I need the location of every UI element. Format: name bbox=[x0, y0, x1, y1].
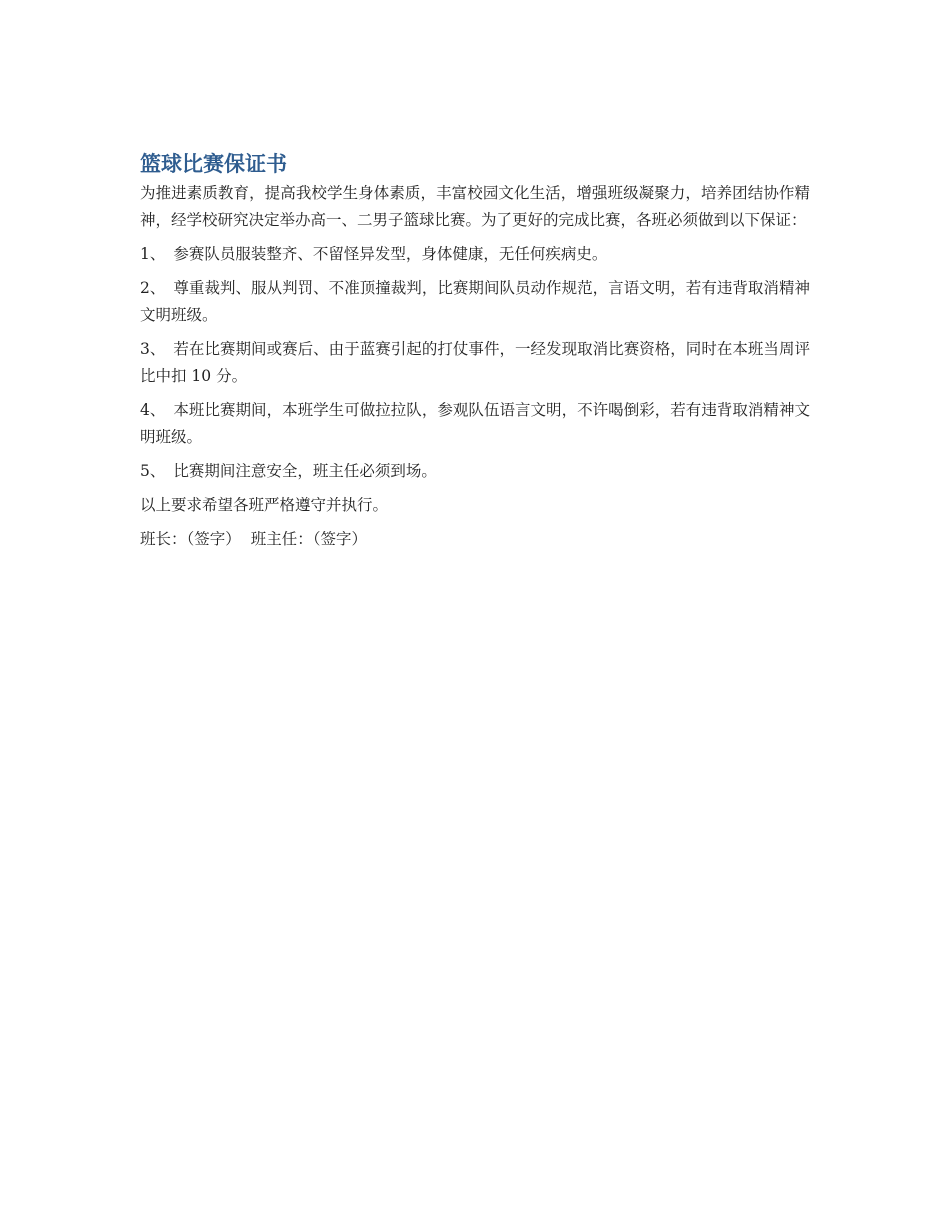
list-item-number: 2、 bbox=[140, 279, 166, 297]
list-item-number: 1、 bbox=[140, 245, 166, 263]
list-item-number: 3、 bbox=[140, 340, 166, 358]
list-item-text: 若在比赛期间或赛后、由于蓝赛引起的打仗事件，一经发现取消比赛资格，同时在本班当周评比中扣 10 分。 bbox=[140, 340, 810, 385]
monitor-signature-label: 班长：（签字） bbox=[140, 530, 241, 548]
intro-paragraph: 为推进素质教育，提高我校学生身体素质，丰富校园文化生活，增强班级凝聚力，培养团结协作精神，经学校研究决定举办高一、二男子篮球比赛。为了更好的完成比赛，各班必须做到以下保证： bbox=[140, 184, 810, 229]
list-item bbox=[140, 336, 810, 390]
list-item-number: 5、 bbox=[140, 462, 166, 480]
list-item-text: 本班比赛期间，本班学生可做拉拉队，参观队伍语言文明，不许喝倒彩，若有违背取消精神文明班级。 bbox=[140, 401, 810, 446]
list-item bbox=[140, 241, 810, 268]
closing-paragraph: 以上要求希望各班严格遵守并执行。 bbox=[140, 496, 389, 514]
list-item-text: 比赛期间注意安全，班主任必须到场。 bbox=[173, 462, 437, 480]
list-item bbox=[140, 458, 810, 485]
list-item-text: 尊重裁判、服从判罚、不准顶撞裁判，比赛期间队员动作规范，言语文明，若有违背取消精神文明班级。 bbox=[140, 279, 810, 324]
teacher-signature-label: 班主任：（签字） bbox=[250, 530, 368, 548]
document-title: 篮球比赛保证书 bbox=[140, 152, 287, 176]
list-item-number: 4、 bbox=[140, 401, 166, 419]
list-item bbox=[140, 397, 810, 451]
list-item bbox=[140, 275, 810, 329]
document-body bbox=[140, 150, 810, 553]
list-item-text: 参赛队员服装整齐、不留怪异发型，身体健康，无任何疾病史。 bbox=[173, 245, 608, 263]
signature-line bbox=[140, 526, 810, 553]
